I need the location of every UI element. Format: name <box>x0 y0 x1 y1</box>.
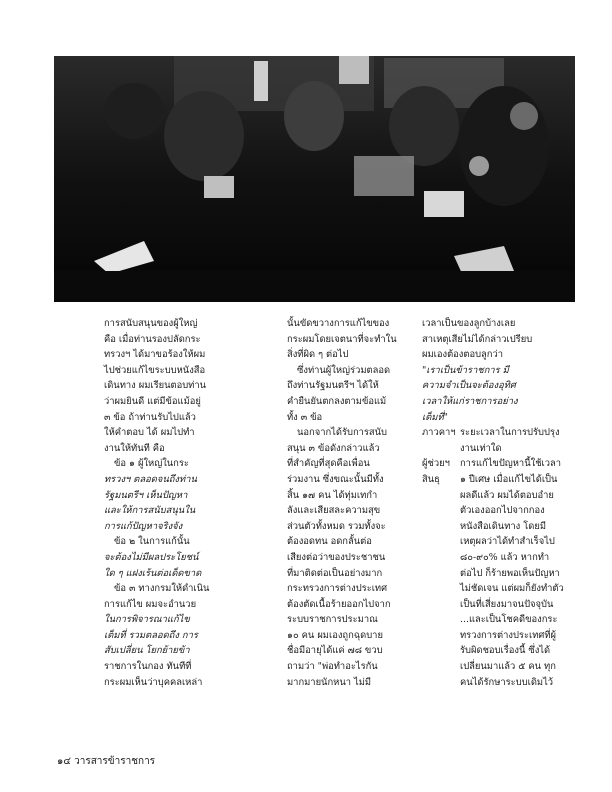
column-1 <box>104 316 220 690</box>
text-line: กระผมเห็นว่าบุคคลเหล่า <box>104 676 203 688</box>
text-line: ข้อ ๑ ผู้ใหญ่ในกระ <box>114 458 189 470</box>
text-line: ใด ๆ แฝงเร้นต่อเด็ดขาด <box>104 567 202 579</box>
text-line: งานเท่าใด <box>460 442 502 454</box>
text-line: การสนับสนุนของผู้ใหญ่ <box>104 318 198 329</box>
text-line: การแก้ปัญหาจริงจัง <box>104 520 183 532</box>
text-line: ระบบราชการประมาณ <box>287 614 378 626</box>
text-line: การแก้ไขปัญหานี้ใช้เวลา <box>460 458 562 470</box>
text-line: สาเหตุเสียไม่ได้กล่าวเปรียบ <box>422 333 533 345</box>
text-line: ทรวงฯ ตลอดจนถึงท่าน <box>104 473 197 485</box>
text-line: ๑ ปีเศษ เมื่อแก้ไขได้เป็น <box>460 473 558 485</box>
text-line: เหตุผลว่าได้ทำสำเร็จไป <box>460 536 555 548</box>
text-line: เปลี่ยนมาแล้ว ๕ คน ทุก <box>460 661 556 673</box>
text-line: ซึ่งท่านผู้ใหญ่ร่วมตลอด <box>297 364 391 376</box>
text-line: ไม่ชัดเจน แต่ผมก็ยังทำตัว <box>460 583 564 595</box>
text-line: สิ่งที่ผิด ๆ ต่อไป <box>287 349 349 361</box>
text-line: เดินทาง ผมเรียนตอบท่าน <box>104 380 207 392</box>
text-line: นั้นขัดขวางการแก้ไขของ <box>287 318 390 329</box>
text-line: เวลาเป็นของลูกบ้างเลย <box>422 318 516 329</box>
text-line: ผมเองต้องตอบลูกว่า <box>422 349 504 361</box>
text-line: คือ เมื่อท่านรองปลัดกระ <box>104 333 201 345</box>
text-line: ถึงท่านรัฐมนตรีฯ ได้ให้ <box>287 380 379 392</box>
text-line: นอกจากได้รับการสนับ <box>297 427 387 439</box>
text-line: ต่อไป ก็ร้ายพอเห็นปัญหา <box>460 567 560 579</box>
text-line: ที่สำคัญที่สุดคือเพื่อน <box>287 458 370 470</box>
text-line: ต้องตัดเนื้อร้ายออกไปจาก <box>287 598 391 610</box>
text-line: ต้องอดทน อดกลั้นต่อ <box>287 536 372 548</box>
text-line: มากมายนักหนา ไม่มี <box>287 676 372 688</box>
text-line: ให้คำตอบ ได้ ผมไปทำ <box>104 427 195 439</box>
text-line: ชื่อมีอายุได้แค่ ๗๘ ขวบ <box>287 645 383 657</box>
text-line: สนุน ๓ ข้อดังกล่าวแล้ว <box>287 442 380 454</box>
interview-question <box>422 425 567 456</box>
text-line: กระทรวงการต่างประเทศ <box>287 583 388 595</box>
text-line: ไปช่วยแก้ไขระบบหนังสือ <box>104 364 206 376</box>
text-line: เต็มที่" <box>422 411 448 423</box>
text-line: เสียงต่อว่าของประชาชน <box>287 551 386 563</box>
text-line: กระผมโดยเจตนาที่จะทำใน <box>287 333 397 345</box>
text-line: ๑๐ คน ผมเองถูกฉุดบาย <box>287 629 383 641</box>
text-line: ทรวงฯ ได้มาขอร้องให้ผม <box>104 349 206 361</box>
text-line: ลังและเสียสละความสุข <box>287 505 381 517</box>
text-line: เวลาให้แก่ราชการอย่าง <box>422 395 518 407</box>
text-line: "เราเป็นข้าราชการ มี <box>422 364 509 376</box>
column-3 <box>422 316 567 690</box>
meeting-photo <box>54 56 575 302</box>
text-line: รับผิดชอบเรื่องนี้ ซึ่งได้ <box>460 645 551 657</box>
text-line: ร่วมงาน ซึ่งขณะนั้นมีทั้ง <box>287 473 384 485</box>
text-line: ผลดีแล้ว ผมได้ตอบอำย <box>460 489 554 501</box>
text-line: คำยืนยันตกลงตามข้อแม้ <box>287 395 387 407</box>
text-line: ข้อ ๒ ในการแก้นั้น <box>114 536 190 548</box>
text-line: ทั้ง ๓ ข้อ <box>287 411 323 423</box>
text-line: คนได้รักษาระบบเดิมไว้ <box>460 676 554 688</box>
text-line: ระยะเวลาในการปรับปรุง <box>460 427 560 439</box>
page-footer: ๑๔ วารสารข้าราชการ <box>57 756 156 767</box>
text-line: ราชการในกอง ทันทีที่ <box>104 661 192 673</box>
text-line: ว่าผมยินดี แต่มีข้อแม้อยู่ <box>104 395 201 407</box>
text-line: ทรวงการต่างประเทศที่ผู้ <box>460 629 556 641</box>
text-line: ถามว่า "พ่อทำอะไรกัน <box>287 661 378 673</box>
photo-scene <box>54 56 575 302</box>
speaker-label: ภาวคาฯ <box>422 427 456 439</box>
text-line: ในการพิจารณาแก้ไข <box>104 614 190 626</box>
column-2 <box>287 316 407 690</box>
text-line: เป็นที่เสี่ยงมาจนปัจจุบัน <box>460 598 554 610</box>
text-line: ๓ ข้อ ถ้าท่านรับไปแล้ว <box>104 411 196 423</box>
text-line: รัฐมนตรีฯ เห็นปัญหา <box>104 489 188 501</box>
text-line: จะต้องไม่มีผลประโยชน์ <box>104 551 199 563</box>
speaker-label: ผู้ช่วยฯ สินธุ <box>422 458 450 485</box>
text-line: ๘๐-๙๐% แล้ว หากทำ <box>460 551 550 563</box>
text-line: สิ้น ๑๗ คน ได้ทุ่มเทกำ <box>287 489 378 501</box>
text-line: ตัวเองออกไปจากกอง <box>460 505 545 517</box>
text-line: สับเปลี่ยน โยกย้ายข้า <box>104 645 190 657</box>
text-line: และให้การสนับสนุนใน <box>104 505 196 517</box>
text-line: ...และเป็นโชคดีของกระ <box>460 614 558 626</box>
text-line: การแก้ไข ผมจะอำนวย <box>104 598 197 610</box>
text-line: เต็มที่ รวมตลอดถึง การ <box>104 629 198 641</box>
text-line: หนังสือเดินทาง โดยมี <box>460 520 547 532</box>
text-line: ที่มาติดต่อเป็นอย่างมาก <box>287 567 383 579</box>
text-line: ข้อ ๓ ทางกรมให้ดำเนิน <box>114 583 210 595</box>
text-line: งานให้ทันที คือ <box>104 442 165 454</box>
interview-answer <box>422 456 567 690</box>
text-line: ความจำเป็นจะต้องอุทิศ <box>422 380 516 392</box>
text-line: ส่วนตัวทั้งหมด รวมทั้งจะ <box>287 520 386 532</box>
